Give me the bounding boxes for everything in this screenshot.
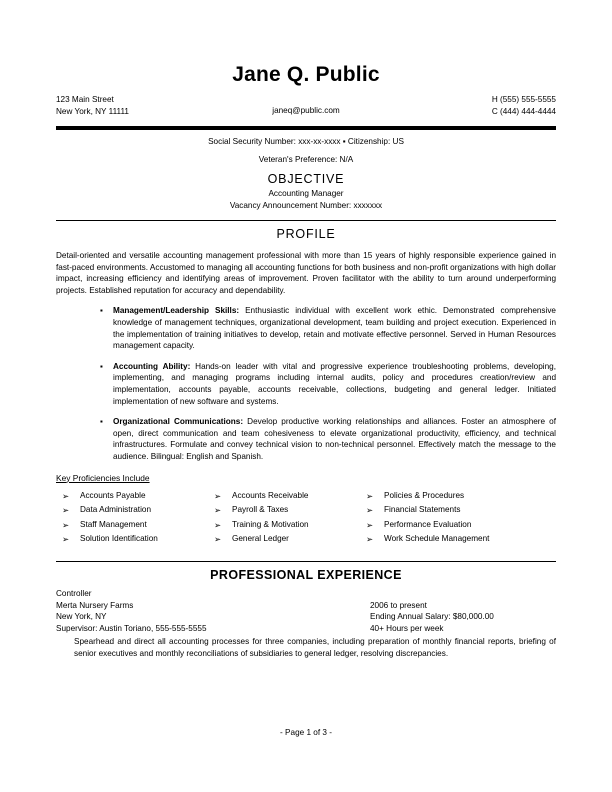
bullet-text: Develop productive working relationships and alliances. Foster an atmosphere of open, direct communication and team cohesiveness to elevate organizational productivity, efficiency, and technical infrastructures. Formulate and convey technical vision to non-technical personnel. Effectively match the message to the audience. Bilingual: English and Spanish. — [113, 417, 556, 461]
proficiency-label: Accounts Receivable — [232, 490, 309, 500]
header-divider-thick — [56, 126, 556, 130]
objective-vacancy-number: Vacancy Announcement Number: xxxxxxx — [229, 201, 383, 210]
arrow-bullet-icon: ➢ — [214, 505, 222, 516]
list-item — [56, 503, 208, 518]
employer-location: New York, NY — [56, 612, 107, 622]
bullet-text: Hands-on leader with vital and progressive experience troubleshooting problems, developing, implementing, and managing programs including internal audits, policy and procedures creation/review and implementation, accounts payable, accounts receivable, collections, budgeting and general ledger. Initiated implementation of new software and systems. — [113, 361, 556, 406]
arrow-bullet-icon: ➢ — [366, 505, 374, 516]
list-item — [100, 416, 556, 462]
square-bullet-icon: ▪ — [100, 417, 103, 427]
list-item — [360, 489, 556, 504]
arrow-bullet-icon: ➢ — [62, 534, 70, 545]
bullet-text: Enthusiastic individual with excellent work ethic. Demonstrated comprehensive knowledge of management techniques, organizational development, team building and project execution. Experienced in the implementation of training initiatives to develop, retain and motivate effective personnel. Served in Human Resources management capacity. — [113, 306, 556, 351]
ending-salary: Ending Annual Salary: $80,000.00 — [370, 612, 494, 622]
experience-right-column — [370, 600, 590, 635]
list-item — [360, 503, 556, 518]
section-heading-profile: PROFILE — [276, 227, 336, 241]
proficiency-label: Data Administration — [80, 505, 151, 515]
objective-content — [0, 188, 612, 220]
list-item — [208, 532, 360, 547]
contact-block — [56, 94, 556, 124]
proficiency-label: General Ledger — [232, 534, 289, 544]
phone-home: H (555) 555-5555 — [491, 95, 556, 104]
proficiency-label: Performance Evaluation — [384, 519, 472, 529]
square-bullet-icon: ▪ — [100, 361, 103, 371]
list-item — [56, 532, 208, 547]
experience-entry — [56, 588, 556, 635]
proficiency-label: Staff Management — [80, 519, 147, 529]
list-item — [100, 305, 556, 351]
proficiency-label: Accounts Payable — [80, 490, 146, 500]
bullet-label: Management/Leadership Skills: — [113, 306, 240, 316]
experience-description: Spearhead and direct all accounting processes for three companies, including preparation of monthly financial reports, briefing of senior executives and monthly reconciliations of subsidiaries to general ledger, resolving discrepancies. — [74, 637, 556, 658]
employer-name: Merta Nursery Farms — [56, 600, 134, 610]
phone-cell: C (444) 444-4444 — [491, 106, 556, 116]
proficiency-label: Payroll & Taxes — [232, 505, 289, 515]
profile-summary: Detail-oriented and versatile accounting management professional with more than 15 years of highly responsible experience gained in fast-paced environments. Accustomed to managing all accounting functions for both business and non-profit organizations with high dollar impact, increasing efficiency and identifying areas of improvement. Proven facilitator with the ability to turn around underperforming projects. Established reputation for accuracy and dependability. — [56, 251, 556, 295]
list-item — [360, 518, 556, 533]
proficiencies-grid — [56, 489, 556, 547]
objective-target-title: Accounting Manager — [268, 189, 344, 198]
list-item — [208, 489, 360, 504]
hours-per-week: 40+ Hours per week — [370, 624, 444, 634]
profile-bullet-list — [100, 305, 556, 462]
arrow-bullet-icon: ➢ — [366, 490, 374, 501]
phone-block — [492, 94, 556, 117]
arrow-bullet-icon: ➢ — [62, 505, 70, 516]
page-footer: - Page 1 of 3 - — [280, 728, 332, 737]
proficiency-label: Work Schedule Management — [384, 534, 490, 544]
arrow-bullet-icon: ➢ — [366, 519, 374, 530]
list-item — [56, 489, 208, 504]
arrow-bullet-icon: ➢ — [214, 534, 222, 545]
proficiency-label: Solution Identification — [80, 534, 158, 544]
supervisor-info: Supervisor: Austin Toriano, 555-555-5555 — [56, 624, 207, 634]
proficiency-label: Training & Motivation — [232, 519, 309, 529]
veterans-preference-line: Veteran's Preference: N/A — [258, 155, 354, 164]
arrow-bullet-icon: ➢ — [62, 490, 70, 501]
list-item — [56, 518, 208, 533]
list-item — [208, 518, 360, 533]
bullet-label: Organizational Communications: — [113, 417, 244, 427]
bullet-label: Accounting Ability: — [113, 361, 191, 371]
job-title: Controller — [56, 588, 92, 598]
section-heading-experience: PROFESSIONAL EXPERIENCE — [210, 567, 402, 582]
section-heading-objective: OBJECTIVE — [267, 172, 345, 186]
ssn-citizenship-line: Social Security Number: xxx-xx-xxxx ▪ Citizenship: US — [208, 137, 404, 146]
employment-dates: 2006 to present — [370, 600, 427, 610]
proficiencies-heading: Key Proficiencies Include — [56, 472, 150, 483]
experience-left-column — [56, 588, 356, 635]
proficiency-label: Policies & Procedures — [384, 490, 465, 500]
list-item — [100, 361, 556, 407]
email-address[interactable]: janeq@public.com — [272, 106, 340, 115]
list-item — [208, 503, 360, 518]
arrow-bullet-icon: ➢ — [214, 519, 222, 530]
arrow-bullet-icon: ➢ — [62, 519, 70, 530]
square-bullet-icon: ▪ — [100, 306, 103, 316]
address-line-1: 123 Main Street — [56, 95, 114, 104]
proficiency-label: Financial Statements — [384, 505, 461, 515]
list-item — [360, 532, 556, 547]
arrow-bullet-icon: ➢ — [214, 490, 222, 501]
candidate-name: Jane Q. Public — [232, 63, 380, 86]
arrow-bullet-icon: ➢ — [366, 534, 374, 545]
address-line-2: New York, NY 11111 — [56, 106, 129, 116]
